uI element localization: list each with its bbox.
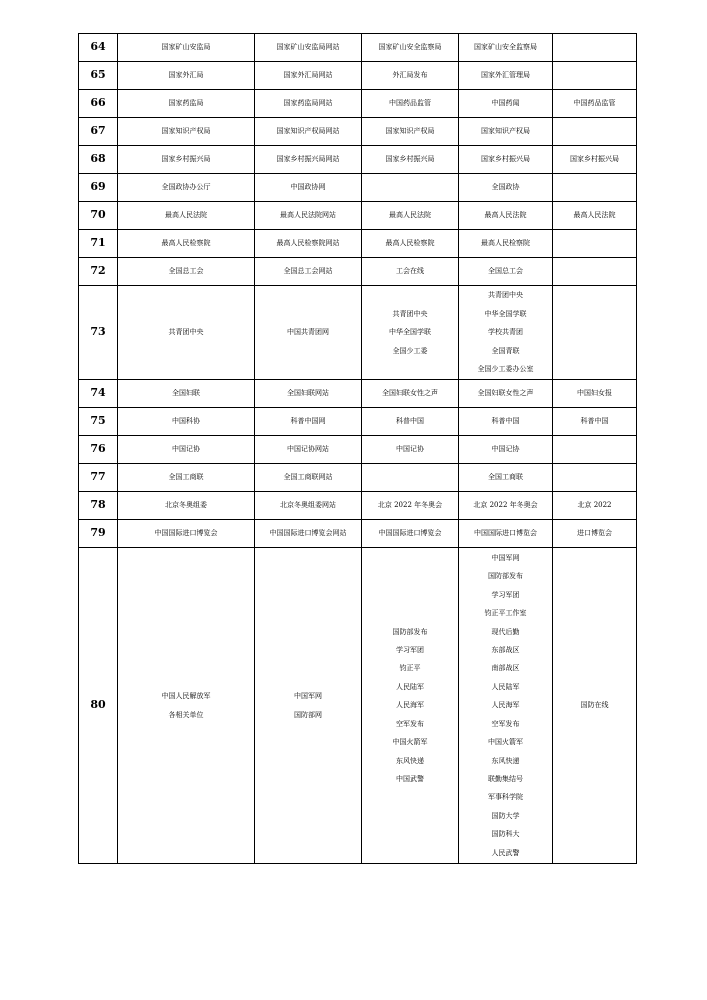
table-cell: [362, 258, 459, 286]
row-number: 80: [79, 548, 118, 864]
table-cell: [362, 436, 459, 464]
table-row: [79, 464, 637, 492]
row-number: 75: [79, 408, 118, 436]
table-cell: [459, 520, 553, 548]
cell-line: 最高人民法院: [573, 211, 616, 220]
table-cell: [255, 380, 362, 408]
cell-line: 进口博览会: [577, 529, 612, 538]
table-cell: [118, 464, 255, 492]
cell-line: 国家知识产权局: [481, 127, 530, 136]
cell-line: 空军发布: [396, 719, 424, 728]
row-number: 79: [79, 520, 118, 548]
table-cell: [255, 436, 362, 464]
table-cell: [255, 202, 362, 230]
cell-line: 共青团中央: [168, 328, 204, 337]
table-cell: [459, 202, 553, 230]
table-cell: [553, 118, 637, 146]
row-number: 67: [79, 118, 118, 146]
table-cell: [553, 548, 637, 864]
table-cell: [118, 90, 255, 118]
table-row: [79, 174, 637, 202]
row-number: 78: [79, 492, 118, 520]
cell-line: 人民海军: [491, 701, 520, 710]
row-number: 74: [79, 380, 118, 408]
table-cell: [553, 464, 637, 492]
cell-line: 人民武警: [491, 848, 520, 857]
table-cell: [362, 34, 459, 62]
cell-line: 各相关单位: [168, 710, 204, 719]
cell-line: 军事科学院: [488, 793, 523, 802]
table-cell: [553, 380, 637, 408]
table-body: [79, 34, 637, 864]
cell-line: 中国火箭军: [488, 738, 523, 747]
table-cell: [459, 286, 553, 380]
cell-line: 外汇局发布: [392, 71, 428, 80]
cell-line: 全国总工会: [488, 267, 523, 276]
table-cell: [255, 174, 362, 202]
table-cell: [362, 548, 459, 864]
cell-line: 中国国际进口博览会: [378, 529, 442, 538]
table-cell: [255, 492, 362, 520]
cell-line: 国家矿山安监局网站: [276, 43, 340, 52]
cell-line: 共青团中央: [392, 309, 428, 318]
table-cell: [553, 34, 637, 62]
table-cell: [362, 380, 459, 408]
cell-line: 中国国际进口博览会: [474, 529, 537, 538]
table-row: [79, 408, 637, 436]
table-cell: [553, 202, 637, 230]
table-cell: [118, 34, 255, 62]
cell-line: 科普中国: [491, 417, 520, 426]
row-number: 64: [79, 34, 118, 62]
table-cell: [459, 90, 553, 118]
table-cell: [553, 258, 637, 286]
cell-line: 最高人民检察院: [481, 239, 530, 248]
table-cell: [553, 286, 637, 380]
cell-line: 全国工商联: [168, 473, 204, 482]
cell-line: 东风快递: [396, 756, 424, 765]
table-cell: [459, 492, 553, 520]
cell-line: 最高人民法院: [165, 211, 207, 220]
cell-line: 全国政协办公厅: [161, 183, 211, 192]
cell-line: 人民海军: [396, 701, 424, 710]
cell-line: 科普中国网: [290, 417, 326, 426]
row-number: 77: [79, 464, 118, 492]
cell-line: 中国记协网站: [287, 445, 329, 454]
cell-line: 全国工商联网站: [283, 473, 333, 482]
table-cell: [255, 258, 362, 286]
cell-line: 全国妇联网站: [287, 389, 329, 398]
table-cell: [118, 286, 255, 380]
cell-line: 国防大学: [491, 811, 520, 820]
table-cell: [362, 520, 459, 548]
table-row: [79, 62, 637, 90]
cell-line: 全国政协: [491, 183, 520, 192]
cell-line: 国家知识产权局: [161, 127, 211, 136]
cell-line: 中国药品监管: [389, 99, 431, 108]
cell-line: 中国火箭军: [392, 738, 428, 747]
cell-line: 学校共青团: [488, 328, 523, 337]
cell-line: 北京冬奥组委: [165, 501, 207, 510]
row-number: 72: [79, 258, 118, 286]
table-cell: [362, 286, 459, 380]
cell-line: 国家外汇局网站: [283, 71, 333, 80]
cell-line: 国防科大: [491, 830, 520, 839]
table-cell: [362, 230, 459, 258]
cell-line: 人民陆军: [396, 682, 424, 691]
table-cell: [255, 548, 362, 864]
table-cell: [362, 202, 459, 230]
cell-line: 国家矿山安全监察局: [474, 43, 537, 52]
table-cell: [255, 62, 362, 90]
table-cell: [459, 146, 553, 174]
cell-line: 现代后勤: [491, 627, 520, 636]
cell-line: 全国少工委办公室: [477, 365, 534, 374]
cell-line: 南部战区: [491, 664, 520, 673]
cell-line: 全国青联: [491, 346, 520, 355]
table-row: [79, 492, 637, 520]
cell-line: 国家乡村振兴局: [481, 155, 530, 164]
table-cell: [459, 230, 553, 258]
table-cell: [255, 90, 362, 118]
table-cell: [118, 146, 255, 174]
table-cell: [553, 146, 637, 174]
table-cell: [118, 230, 255, 258]
table-cell: [255, 230, 362, 258]
cell-line: 中国记协: [491, 445, 520, 454]
table-cell: [459, 464, 553, 492]
cell-line: 共青团中央: [488, 291, 523, 300]
cell-line: 中国记协: [172, 445, 200, 454]
cell-line: 国家知识产权局: [385, 127, 435, 136]
table-cell: [362, 492, 459, 520]
table-cell: [362, 62, 459, 90]
cell-line: 全国妇联女性之声: [382, 389, 438, 398]
cell-line: 中国药闻: [491, 99, 520, 108]
table-row: [79, 380, 637, 408]
cell-line: 国防部发布: [392, 627, 428, 636]
cell-line: 国防在线: [580, 701, 609, 710]
cell-line: 国家矿山安全监察局: [378, 43, 442, 52]
cell-line: 全国总工会: [168, 267, 204, 276]
table-row: [79, 520, 637, 548]
cell-line: 中国记协: [396, 445, 424, 454]
table-cell: [553, 492, 637, 520]
row-number: 70: [79, 202, 118, 230]
table-cell: [459, 34, 553, 62]
table-row: [79, 34, 637, 62]
cell-line: 全国少工委: [392, 346, 428, 355]
table-cell: [118, 408, 255, 436]
cell-line: 工会在线: [396, 267, 424, 276]
cell-line: 最高人民检察院: [385, 239, 435, 248]
cell-line: 北京 2022 年冬奥会: [377, 501, 443, 510]
table-cell: [553, 230, 637, 258]
table-cell: [255, 118, 362, 146]
cell-line: 东部战区: [491, 646, 520, 655]
table-cell: [362, 146, 459, 174]
table-cell: [255, 464, 362, 492]
cell-line: 最高人民法院网站: [280, 211, 336, 220]
cell-line: 国家乡村振兴局: [570, 155, 619, 164]
row-number: 69: [79, 174, 118, 202]
cell-line: 全国妇联女性之声: [477, 389, 534, 398]
cell-line: 国家药监局: [168, 99, 204, 108]
row-number: 65: [79, 62, 118, 90]
table-cell: [118, 62, 255, 90]
cell-line: 中国药品监管: [573, 99, 616, 108]
cell-line: 中国人民解放军: [161, 692, 211, 701]
row-number: 71: [79, 230, 118, 258]
cell-line: 中国军网: [294, 692, 322, 701]
table-cell: [553, 408, 637, 436]
cell-line: 最高人民检察院网站: [276, 239, 340, 248]
cell-line: 国防部发布: [488, 572, 523, 581]
cell-line: 中华全国学联: [389, 328, 431, 337]
table-cell: [118, 436, 255, 464]
cell-line: 钧正平工作室: [484, 609, 527, 618]
cell-line: 国家知识产权局网站: [276, 127, 340, 136]
data-table: [78, 33, 637, 864]
cell-line: 学习军团: [396, 646, 424, 655]
cell-line: 全国总工会网站: [283, 267, 333, 276]
cell-line: 中国武警: [396, 774, 424, 783]
table-cell: [362, 174, 459, 202]
cell-line: 国家外汇管理局: [481, 71, 530, 80]
cell-line: 东风快递: [491, 756, 520, 765]
cell-line: 中国国际进口博览会网站: [269, 529, 347, 538]
cell-line: 空军发布: [491, 719, 520, 728]
cell-line: 最高人民法院: [389, 211, 431, 220]
cell-line: 最高人民检察院: [161, 239, 211, 248]
table-cell: [255, 408, 362, 436]
table-cell: [118, 118, 255, 146]
table-cell: [118, 174, 255, 202]
cell-line: 国家乡村振兴局网站: [276, 155, 340, 164]
row-number: 66: [79, 90, 118, 118]
cell-line: 国家外汇局: [168, 71, 204, 80]
cell-line: 北京 2022 年冬奥会: [473, 501, 538, 510]
cell-line: 人民陆军: [491, 682, 520, 691]
table-cell: [118, 492, 255, 520]
table-cell: [118, 520, 255, 548]
cell-line: 国家矿山安监局: [161, 43, 211, 52]
table-row: [79, 202, 637, 230]
table-cell: [255, 520, 362, 548]
cell-line: 国防部网: [294, 710, 322, 719]
table-row: [79, 230, 637, 258]
cell-line: 国家乡村振兴局: [385, 155, 435, 164]
cell-line: 中国政协网: [290, 183, 326, 192]
cell-line: 科普中国: [396, 417, 424, 426]
table-row: [79, 90, 637, 118]
table-cell: [362, 464, 459, 492]
table-cell: [118, 380, 255, 408]
cell-line: 中国共青团网: [287, 328, 329, 337]
table-row: [79, 548, 637, 864]
cell-line: 联勤集结号: [488, 774, 523, 783]
table-cell: [553, 436, 637, 464]
table-cell: [459, 62, 553, 90]
cell-line: 国家乡村振兴局: [161, 155, 211, 164]
table-cell: [553, 90, 637, 118]
table-cell: [459, 408, 553, 436]
table-row: [79, 286, 637, 380]
table-cell: [553, 520, 637, 548]
cell-line: 国家药监局网站: [283, 99, 333, 108]
table-cell: [459, 118, 553, 146]
cell-line: 中国军网: [491, 554, 520, 563]
table-cell: [255, 286, 362, 380]
table-cell: [459, 380, 553, 408]
table-row: [79, 258, 637, 286]
cell-line: 中国科协: [172, 417, 200, 426]
cell-line: 中国国际进口博览会: [154, 529, 218, 538]
cell-line: 中华全国学联: [484, 309, 527, 318]
cell-line: 钧正平: [399, 664, 421, 673]
table-cell: [118, 202, 255, 230]
table-row: [79, 436, 637, 464]
cell-line: 北京 2022: [577, 501, 612, 510]
table-cell: [553, 62, 637, 90]
table-cell: [459, 174, 553, 202]
table-cell: [459, 548, 553, 864]
cell-line: 最高人民法院: [484, 211, 527, 220]
table-cell: [255, 146, 362, 174]
table-cell: [362, 118, 459, 146]
row-number: 73: [79, 286, 118, 380]
table-cell: [118, 548, 255, 864]
table-row: [79, 118, 637, 146]
table-cell: [118, 258, 255, 286]
table-cell: [459, 258, 553, 286]
cell-line: 科普中国: [580, 417, 609, 426]
cell-line: 全国妇联: [172, 389, 200, 398]
cell-line: 中国妇女报: [577, 389, 612, 398]
table-cell: [362, 408, 459, 436]
row-number: 76: [79, 436, 118, 464]
table-cell: [553, 174, 637, 202]
row-number: 68: [79, 146, 118, 174]
table-cell: [459, 436, 553, 464]
table-cell: [362, 90, 459, 118]
table-row: [79, 146, 637, 174]
cell-line: 北京冬奥组委网站: [280, 501, 336, 510]
cell-line: 学习军团: [491, 590, 520, 599]
table-cell: [255, 34, 362, 62]
cell-line: 全国工商联: [488, 473, 523, 482]
